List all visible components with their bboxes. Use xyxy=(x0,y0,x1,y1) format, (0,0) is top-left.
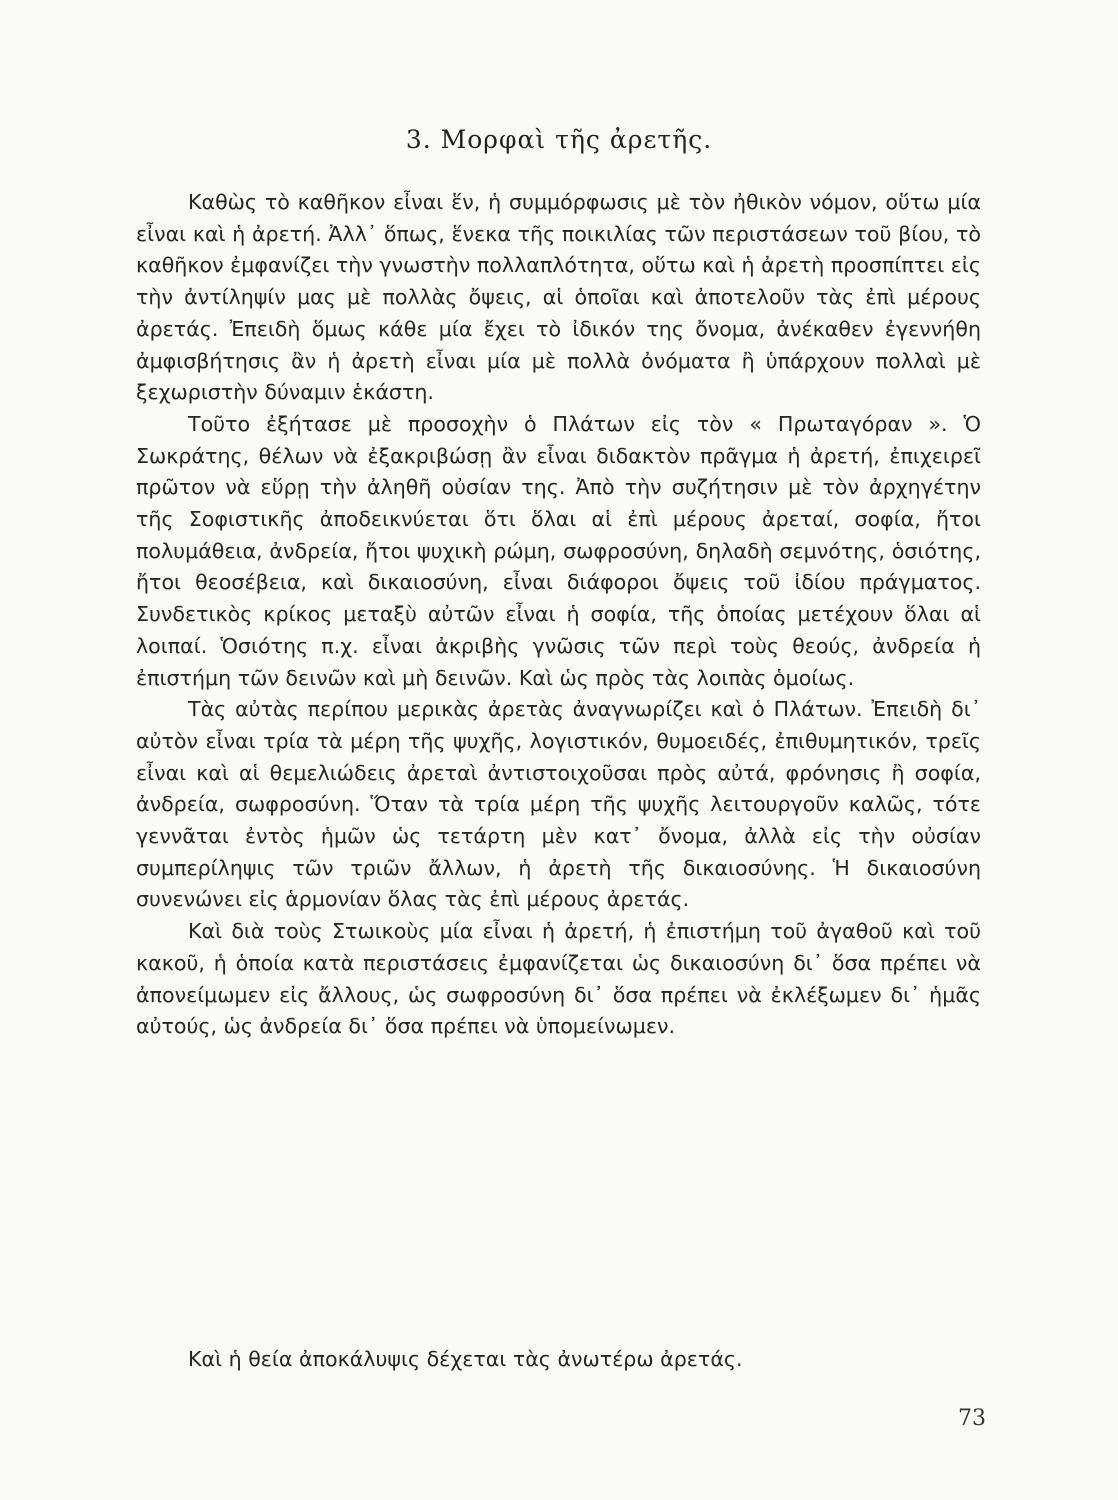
page-number: 73 xyxy=(958,1406,986,1431)
paragraph-2: Τοῦτο ἐξήτασε μὲ προσοχὴν ὁ Πλάτων εἰς τὸν « Πρωταγόραν ». Ὁ Σωκράτης, θέλων νὰ ἐξακριβώσῃ ἂν εἶναι διδακτὸν πρᾶγμα ἡ ἀρετή, ἐπιχειρεῖ πρῶτον νὰ εὕρῃ τὴν ἀληθῆ οὐσίαν της. Ἀπὸ τὴν συζήτησιν μὲ τὸν ἀρχηγέτην τῆς Σοφιστικῆς ἀποδεικνύεται ὅτι ὅλαι αἱ ἐπὶ μέρους ἀρεταί, σοφία, ἤτοι πολυμάθεια, ἀνδρεία, ἤτοι ψυχικὴ ρώμη, σωφροσύνη, δηλαδὴ σεμνότης, ὁσιότης, ἤτοι θεοσέβεια, καὶ δικαιοσύνη, εἶναι διάφοροι ὄψεις τοῦ ἰδίου πράγματος. Συνδετικὸς κρίκος μεταξὺ αὐτῶν εἶναι ἡ σοφία, τῆς ὁποίας μετέχουν ὅλαι αἱ λοιπαί. Ὁσιότης π.χ. εἶναι ἀκριβὴς γνῶσις τῶν περὶ τοὺς θεούς, ἀνδρεία ἡ ἐπιστήμη τῶν δεινῶν καὶ μὴ δεινῶν. Καὶ ὡς πρὸς τὰς λοιπὰς ὁμοίως. xyxy=(136,411,981,690)
paragraph-1: Καθὼς τὸ καθῆκον εἶναι ἕν, ἡ συμμόρφωσις μὲ τὸν ἠθικὸν νόμον, οὕτω μία εἶναι καὶ ἡ ἀρετή. Ἀλλ᾽ ὅπως, ἕνεκα τῆς ποικιλίας τῶν περιστάσεων τοῦ βίου, τὸ καθῆκον ἐμφανίζει τὴν γνωστὴν πολλαπλότητα, οὕτω καὶ ἡ ἀρετὴ προσπίπτει εἰς τὴν ἀντίληψίν μας μὲ πολλὰς ὄψεις, αἱ ὁποῖαι καὶ ἀποτελοῦν τὰς ἐπὶ μέρους ἀρετάς. Ἐπειδὴ ὅμως κάθε μία ἔχει τὸ ἰδικόν της ὄνομα, ἀνέκαθεν ἐγεννήθη ἀμφισβήτησις ἂν ἡ ἀρετὴ εἶναι μία μὲ πολλὰ ὀνόματα ἢ ὑπάρχουν πολλαὶ μὲ ξεχωριστὴν δύναμιν ἑκάστη. xyxy=(136,190,981,405)
section-heading: 3. Μορφαὶ τῆς ἀρετῆς. xyxy=(405,125,713,154)
closing-sentence: Καὶ ἡ θεία ἀποκάλυψις δέχεται τὰς ἀνωτέρω ἀρετάς. xyxy=(188,1347,743,1371)
body-text xyxy=(136,187,981,1043)
paragraph-3: Τὰς αὐτὰς περίπου μερικὰς ἀρετὰς ἀναγνωρίζει καὶ ὁ Πλάτων. Ἐπειδὴ δι᾽ αὐτὸν εἶναι τρία τὰ μέρη τῆς ψυχῆς, λογιστικόν, θυμοειδές, ἐπιθυμητικόν, τρεῖς εἶναι καὶ αἱ θεμελιώδεις ἀρεταὶ ἀντιστοιχοῦσαι πρὸς αὐτά, φρόνησις ἢ σοφία, ἀνδρεία, σωφροσύνη. Ὅταν τὰ τρία μέρη τῆς ψυχῆς λειτουργοῦν καλῶς, τότε γεννᾶται ἐντὸς ἡμῶν ὡς τετάρτη μὲν κατ᾽ ὄνομα, ἀλλὰ εἰς τὴν οὐσίαν συμπερίληψις τῶν τριῶν ἄλλων, ἡ ἀρετὴ τῆς δικαιοσύνης. Ἡ δικαιοσύνη συνενώνει εἰς ἁρμονίαν ὅλας τὰς ἐπὶ μέρους ἀρετάς. xyxy=(136,697,981,912)
paragraph-4: Καὶ διὰ τοὺς Στωικοὺς μία εἶναι ἡ ἀρετή, ἡ ἐπιστήμη τοῦ ἀγαθοῦ καὶ τοῦ κακοῦ, ἡ ὁποία κατὰ περιστάσεις ἐμφανίζεται ὡς δικαιοσύνη δι᾽ ὅσα πρέπει νὰ ἀπονείμωμεν εἰς ἄλλους, ὡς σωφροσύνη δι᾽ ὅσα πρέπει νὰ ἐκλέξωμεν δι᾽ ἡμᾶς αὐτούς, ὡς ἀνδρεία δι᾽ ὅσα πρέπει νὰ ὑπομείνωμεν. xyxy=(136,919,981,1039)
